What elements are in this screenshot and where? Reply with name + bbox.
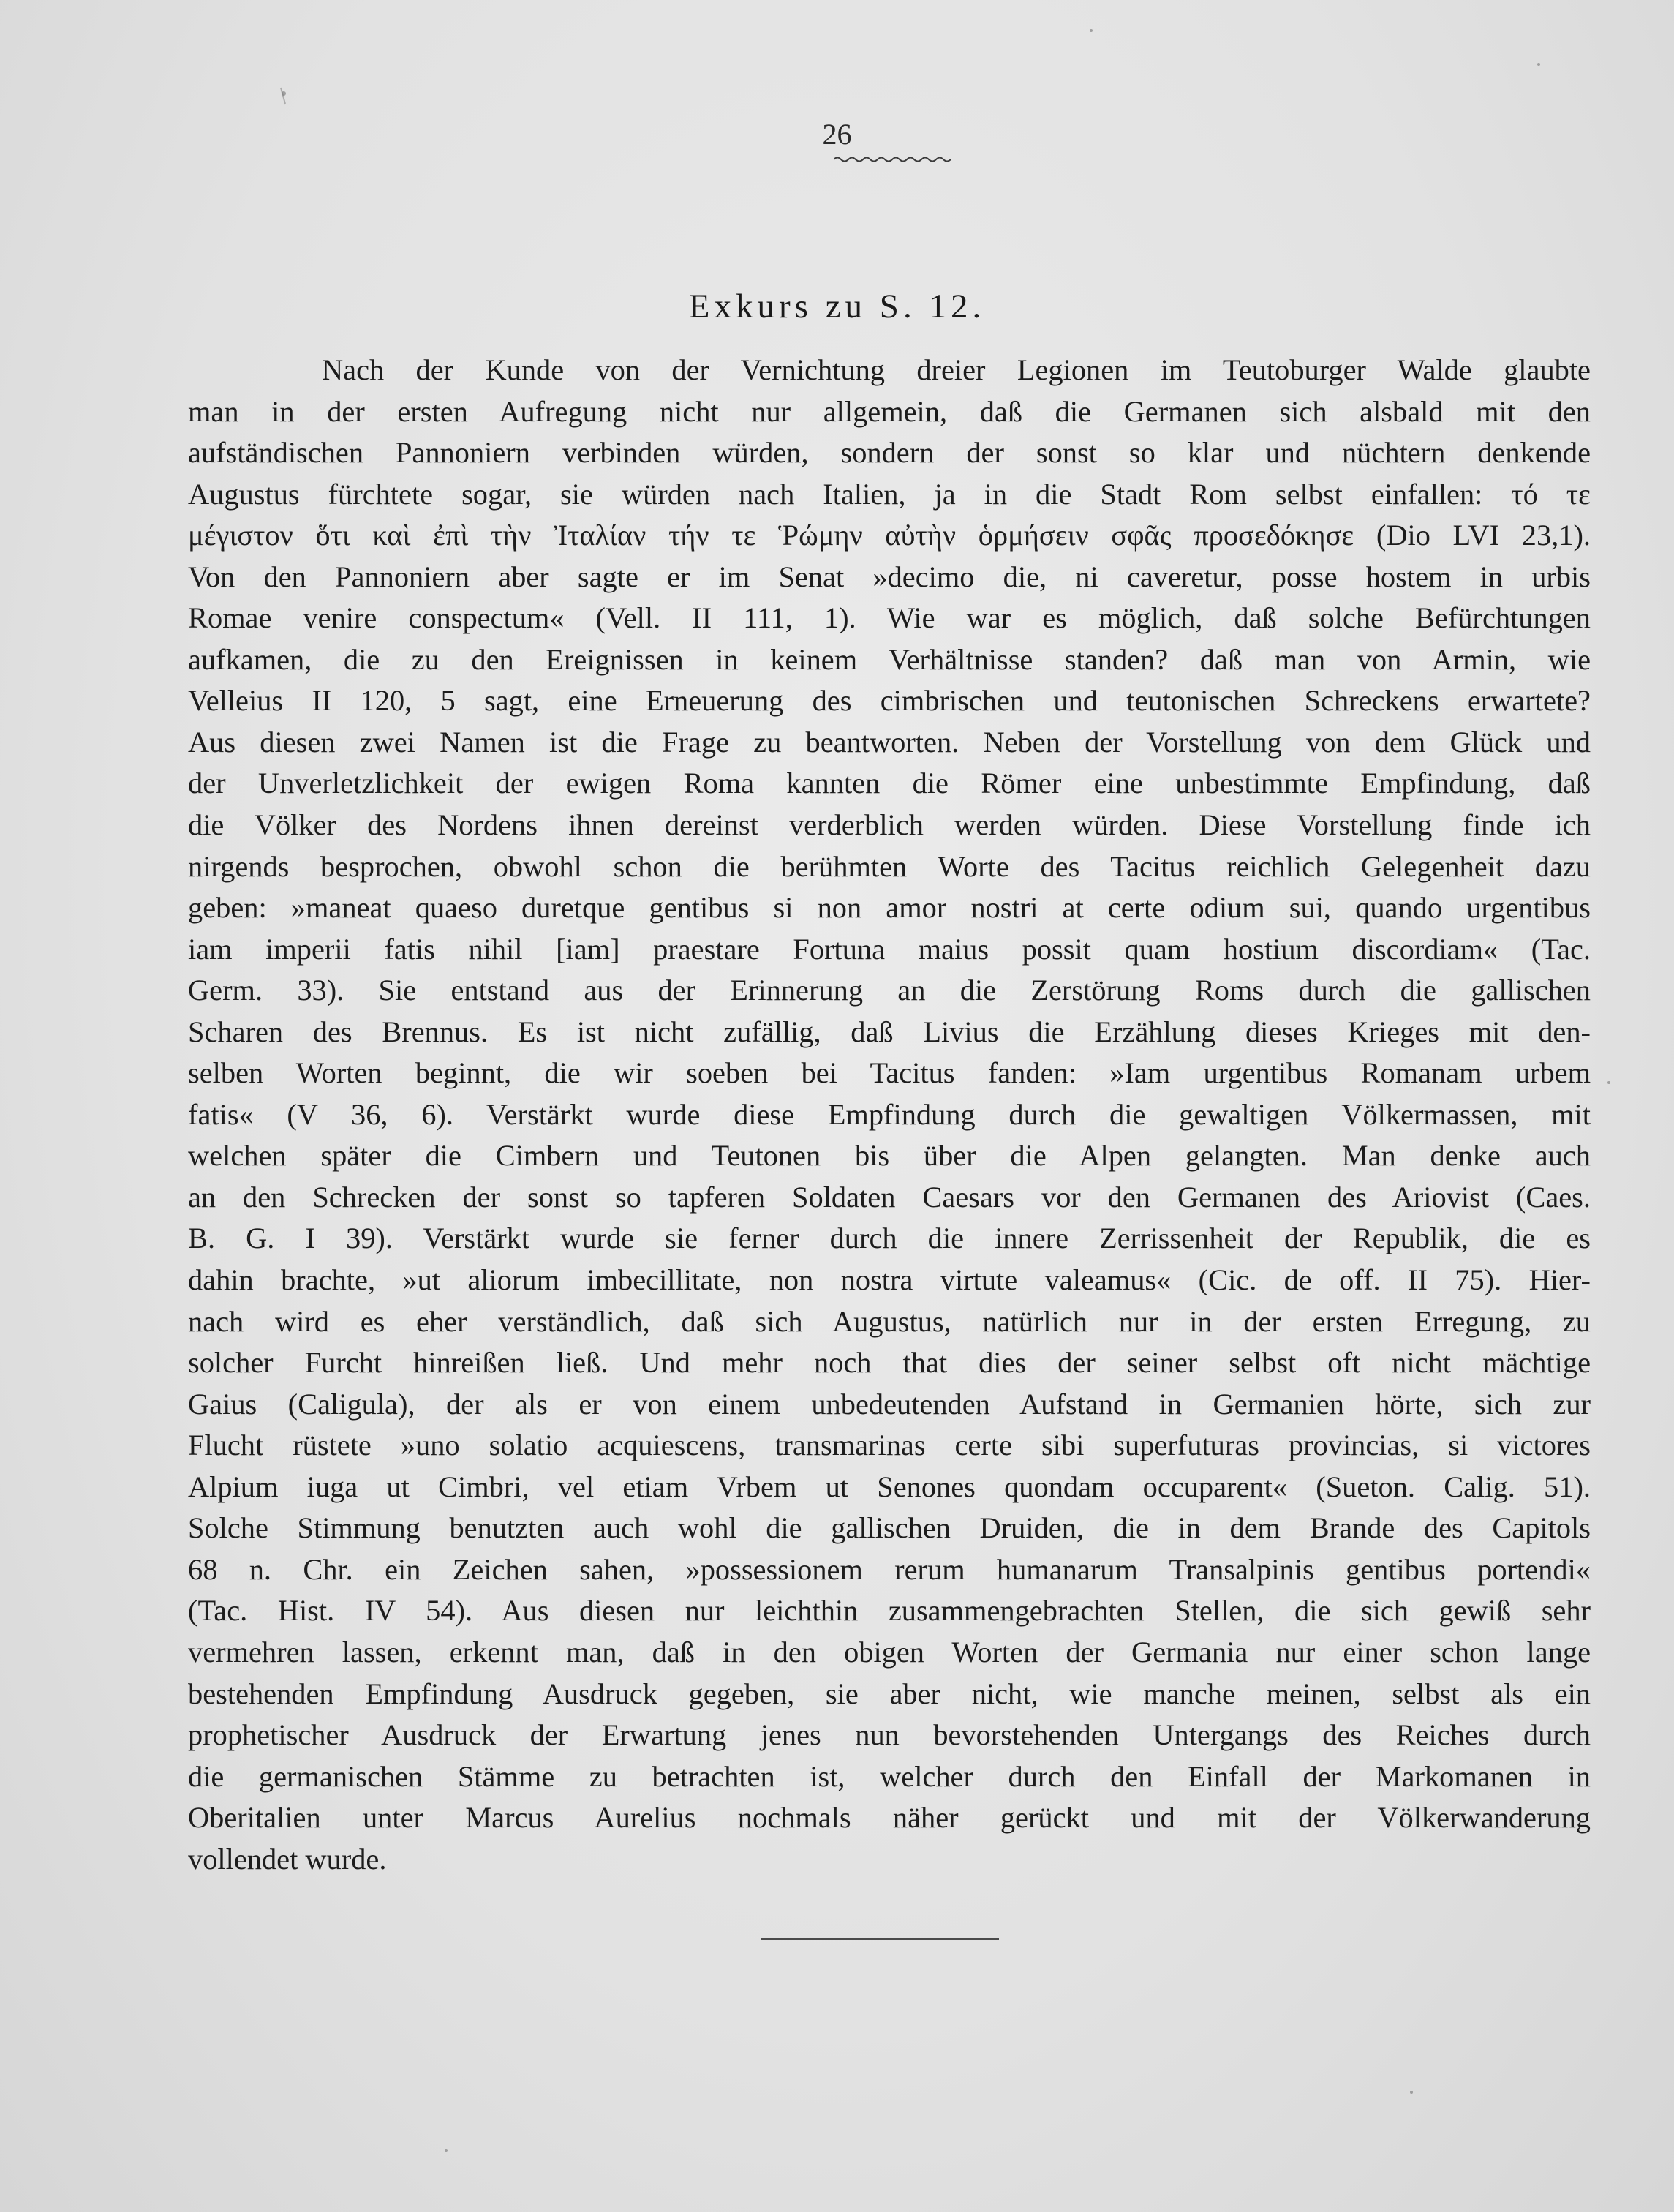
- text-line: Germ. 33). Sie entstand aus der Erinnerung an die Zerstörung Roms durch die gallischen: [188, 974, 1591, 1007]
- text-line: Solche Stimmung benutzten auch wohl die gallischen Druiden, die in dem Brande des Capitols: [188, 1511, 1591, 1545]
- text-line: nach wird es eher verständlich, daß sich Augustus, natürlich nur in der ersten Erregung, zu: [188, 1304, 1591, 1338]
- text-line: Velleius II 120, 5 sagt, eine Erneuerung des cimbrischen und teutonischen Schreckens erwartete?: [188, 684, 1591, 718]
- text-line: welchen später die Cimbern und Teutonen bis über die Alpen gelangten. Man denke auch: [188, 1139, 1591, 1173]
- text-line: selben Worten beginnt, die wir soeben bei Tacitus fanden: »Iam urgentibus Romanam urbem: [188, 1056, 1591, 1090]
- text-line: die Völker des Nordens ihnen dereinst verderblich werden würden. Diese Vorstellung finde ich: [188, 808, 1591, 842]
- section-heading: Exkurs zu S. 12.: [688, 287, 986, 326]
- text-line: Von den Pannoniern aber sagte er im Senat »decimo die, ni caveretur, posse hostem in urbis: [188, 560, 1591, 593]
- text-line: dahin brachte, »ut aliorum imbecillitate, non nostra virtute valeamus« (Cic. de off. II 75). Hier-: [188, 1263, 1591, 1297]
- text-line: μέγιστον ὅτι καὶ ἐπὶ τὴν Ἰταλίαν τήν τε Ῥώμην αὐτὴν ὁρμήσειν σφᾶς προσεδόκησε (Dio LVI 23,1).: [188, 519, 1591, 552]
- text-line: Gaius (Caligula), der als er von einem unbedeutenden Aufstand in Germanien hörte, sich zur: [188, 1387, 1591, 1421]
- text-line: Flucht rüstete »uno solatio acquiescens, transmarinas certe sibi superfuturas provincias, si victores: [188, 1429, 1591, 1462]
- text-line: Scharen des Brennus. Es ist nicht zufällig, daß Livius die Erzählung dieses Krieges mit den-: [188, 1015, 1591, 1048]
- text-line: fatis« (V 36, 6). Verstärkt wurde diese Empfindung durch die gewaltigen Völkermassen, mit: [188, 1097, 1591, 1131]
- text-line: Augustus fürchtete sogar, sie würden nach Italien, ja in die Stadt Rom selbst einfallen: τό τε: [188, 477, 1591, 511]
- text-line: (Tac. Hist. IV 54). Aus diesen nur leichthin zusammengebrachten Stellen, die sich gewiß sehr: [188, 1594, 1591, 1628]
- end-rule: [761, 1938, 999, 1940]
- text-line: iam imperii fatis nihil [iam] praestare Fortuna maius possit quam hostium discordiam« (Tac.: [188, 932, 1591, 966]
- text-line: man in der ersten Aufregung nicht nur allgemein, daß die Germanen sich alsbald mit den: [188, 394, 1591, 428]
- text-line: die germanischen Stämme zu betrachten ist, welcher durch den Einfall der Markomanen in: [188, 1759, 1591, 1793]
- text-line: Aus diesen zwei Namen ist die Frage zu beantworten. Neben der Vorstellung von dem Glück und: [188, 725, 1591, 759]
- text-line: aufständischen Pannoniern verbinden würden, sondern der sonst so klar und nüchtern denkende: [188, 436, 1591, 470]
- text-line: B. G. I 39). Verstärkt wurde sie ferner durch die innere Zerrissenheit der Republik, die es: [188, 1222, 1591, 1255]
- body-text: [188, 350, 1591, 1880]
- text-line: Oberitalien unter Marcus Aurelius nochmals näher gerückt und mit der Völkerwanderung: [188, 1801, 1591, 1835]
- text-line: prophetischer Ausdruck der Erwartung jenes nun bevorstehenden Untergangs des Reiches durch: [188, 1718, 1591, 1752]
- text-line: an den Schrecken der sonst so tapferen Soldaten Caesars vor den Germanen des Ariovist (Caes.: [188, 1180, 1591, 1214]
- text-line: Alpium iuga ut Cimbri, vel etiam Vrbem ut Senones quondam occuparent« (Sueton. Calig. 51).: [188, 1470, 1591, 1503]
- text-line: Nach der Kunde von der Vernichtung dreier Legionen im Teutoburger Walde glaubte: [322, 353, 1591, 386]
- text-line: nirgends besprochen, obwohl schon die berühmten Worte des Tacitus reichlich Gelegenheit dazu: [188, 849, 1591, 883]
- page-number-ornament: [834, 155, 951, 164]
- page-number: 26: [822, 118, 852, 151]
- text-line: vermehren lassen, erkennt man, daß in den obigen Worten der Germania nur einer schon lange: [188, 1635, 1591, 1669]
- text-line: solcher Furcht hinreißen ließ. Und mehr noch that dies der seiner selbst oft nicht mächtige: [188, 1346, 1591, 1380]
- text-line: aufkamen, die zu den Ereignissen in keinem Verhältnisse standen? daß man von Armin, wie: [188, 642, 1591, 676]
- text-line: Romae venire conspectum« (Vell. II 111, 1). Wie war es möglich, daß solche Befürchtungen: [188, 601, 1591, 635]
- text-line: bestehenden Empfindung Ausdruck gegeben, sie aber nicht, wie manche meinen, selbst als ein: [188, 1677, 1591, 1710]
- text-line: geben: »maneat quaeso duretque gentibus si non amor nostri at certe odium sui, quando urgentibus: [188, 891, 1591, 925]
- text-line: 68 n. Chr. ein Zeichen sahen, »possessionem rerum humanarum Transalpinis gentibus portendi«: [188, 1552, 1591, 1586]
- text-line: vollendet wurde.: [188, 1842, 387, 1876]
- text-line: der Unverletzlichkeit der ewigen Roma kannten die Römer eine unbestimmte Empfindung, daß: [188, 767, 1591, 800]
